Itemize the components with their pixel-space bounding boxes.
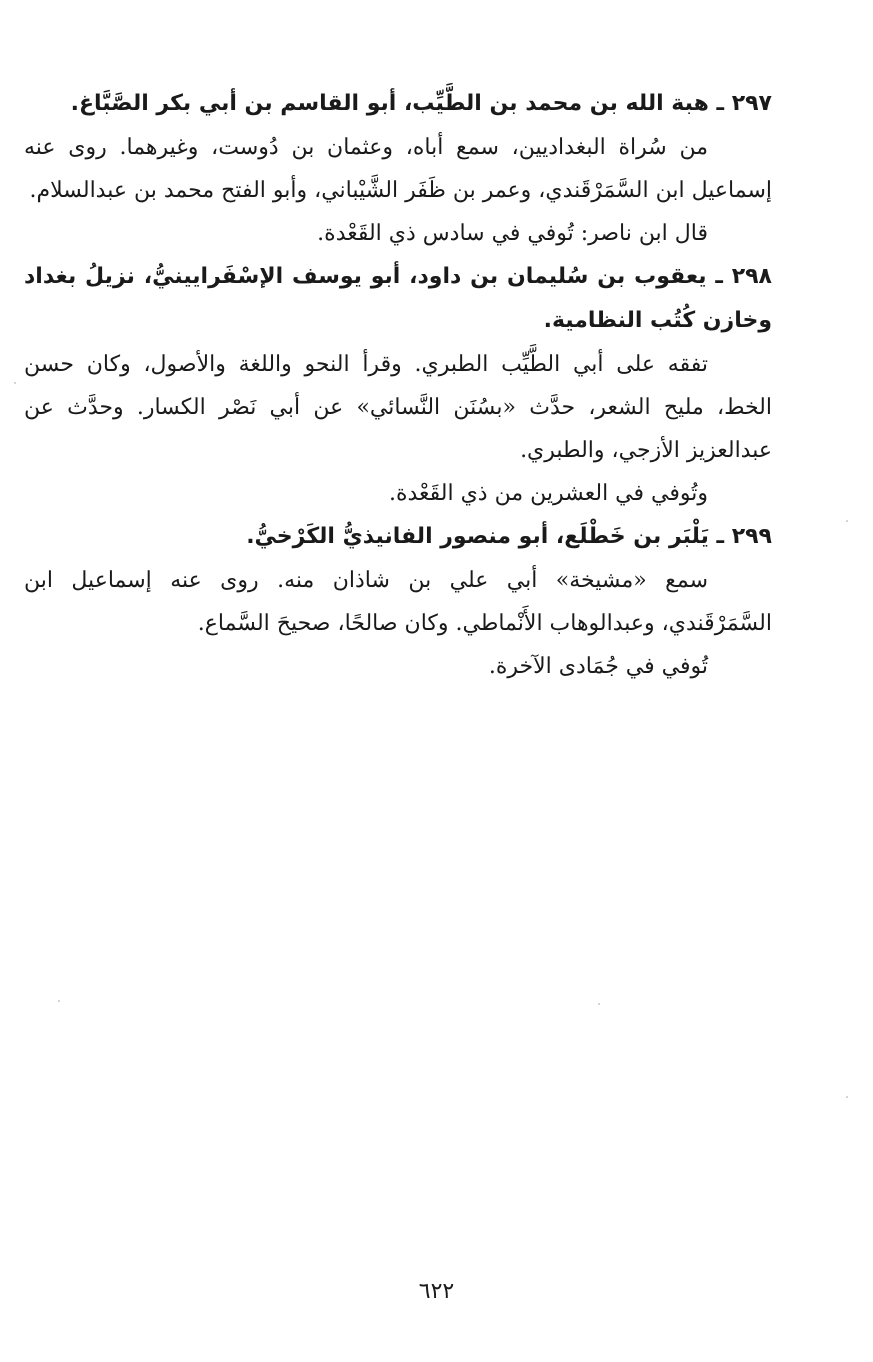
- entry-heading-297: ٢٩٧ ـ هبة الله بن محمد بن الطَّيِّب، أبو القاسم بن أبي بكر الصَّبَّاغ.: [70, 91, 772, 116]
- entry-298-paragraph-2: وتُوفي في العشرين من ذي القَعْدة.: [388, 481, 708, 506]
- entry-297-paragraph-1: من سُراة البغداديين، سمع أباه، وعثمان بن دُوست، وغيرهما. روى عنه إسماعيل ابن السَّمَرْقَندي، وعمر بن ظَفَر الشَّيْباني، وأبو الفتح محمد بن عبدالسلام.: [24, 135, 772, 203]
- scan-speck: [598, 1003, 600, 1005]
- page-number: ٦٢٢: [418, 1279, 455, 1304]
- entry-heading-299: ٢٩٩ ـ يَلْبَر بن خَطْلَع، أبو منصور الفانيذيُّ الكَرْخيُّ.: [246, 524, 772, 549]
- entry-heading-298: ٢٩٨ ـ يعقوب بن سُليمان بن داود، أبو يوسف الإسْفَرايينيُّ، نزيلُ بغداد وخازن كُتُب النظامية.: [24, 264, 772, 333]
- scan-speck: [58, 1000, 60, 1002]
- scan-speck: [846, 520, 848, 522]
- page-body: [24, 82, 772, 688]
- entry-298-paragraph-1: تفقه على أبي الطَّيِّب الطبري. وقرأ النحو واللغة والأصول، وكان حسن الخط، مليح الشعر، حدَّث «بسُنَن النَّسائي» عن أبي نَصْر الكسار. وحدَّث عن عبدالعزيز الأزجي، والطبري.: [24, 352, 772, 463]
- scan-speck: [14, 382, 16, 384]
- entry-299-paragraph-1: سمع «مشيخة» أبي علي بن شاذان منه. روى عنه إسماعيل ابن السَّمَرْقَندي، وعبدالوهاب الأَنْماطي. وكان صالحًا، صحيحَ السَّماع.: [24, 568, 772, 636]
- entry-297-paragraph-2: قال ابن ناصر: تُوفي في سادس ذي القَعْدة.: [317, 221, 708, 246]
- scan-speck: [846, 1096, 848, 1098]
- entry-299-paragraph-2: تُوفي في جُمَادى الآخرة.: [488, 654, 708, 679]
